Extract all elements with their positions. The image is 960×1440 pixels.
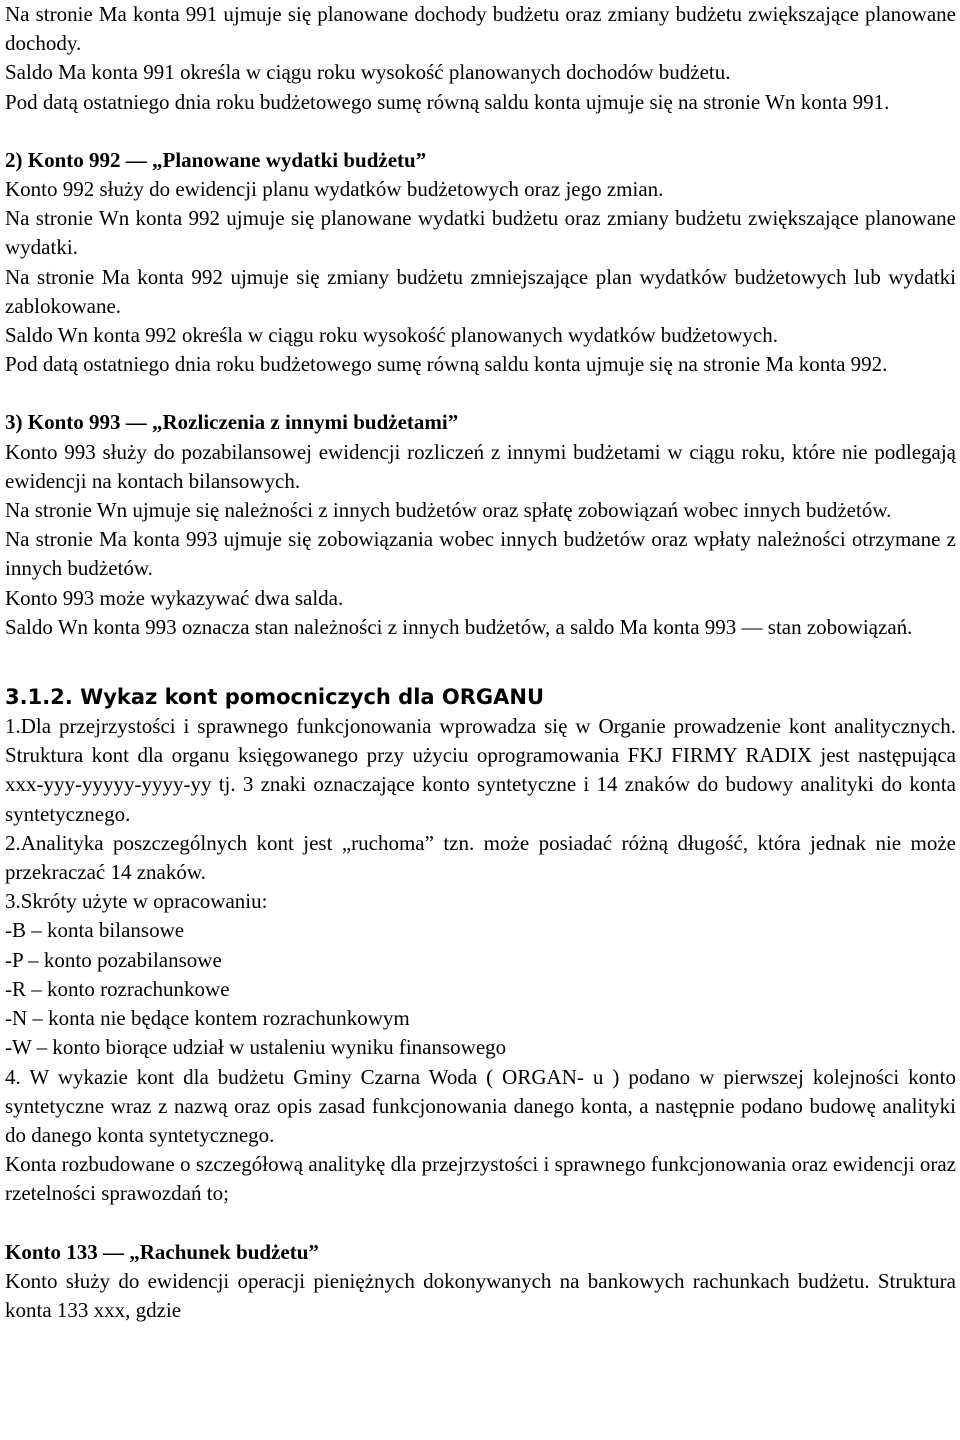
paragraph: Saldo Wn konta 992 określa w ciągu roku wysokość planowanych wydatków budżetowych. — [5, 323, 778, 348]
paragraph: Saldo Wn konta 993 oznacza stan należności z innych budżetów, a saldo Ma konta 993 — stan zobowiązań. — [5, 614, 913, 639]
paragraph: Na stronie Ma konta 993 ujmuje się zobowiązania wobec innych budżetów oraz wpłaty należności otrzymane z innych budżetów. — [5, 527, 956, 581]
paragraph: Pod datą ostatniego dnia roku budżetowego sumę równą saldu konta ujmuje się na stronie Ma konta 992. — [5, 352, 888, 377]
paragraph: 2.Analityka poszczególnych kont jest „ruchoma” tzn. może posiadać różną długość, która jednak nie może przekraczać 14 znaków. — [5, 830, 956, 885]
paragraph: Na stronie Wn ujmuje się należności z innych budżetów oraz spłatę zobowiązań wobec innych budżetów. — [5, 498, 892, 523]
abbreviation-item: -R – konto rozrachunkowe — [5, 976, 230, 1001]
paragraph: Konto 993 służy do pozabilansowej ewidencji rozliczeń z innymi budżetami w ciągu roku, które nie podlegają ewidencji na kontach bilansowych. — [5, 439, 956, 493]
paragraph: Konta rozbudowane o szczegółową analitykę dla przejrzystości i sprawnego funkcjonowania oraz ewidencji oraz rzetelności sprawozdań to; — [5, 1152, 956, 1206]
paragraph: 3.Skróty użyte w opracowaniu: — [5, 889, 268, 914]
paragraph: Pod datą ostatniego dnia roku budżetowego sumę równą saldu konta ujmuje się na stronie Wn konta 991. — [5, 89, 890, 114]
account-133-heading: Konto 133 — „Rachunek budżetu” — [5, 1239, 319, 1264]
paragraph: Na stronie Ma konta 992 ujmuje się zmiany budżetu zmniejszające plan wydatków budżetowych lub wydatki zablokowane. — [5, 264, 956, 318]
abbreviation-item: -N – konta nie będące kontem rozrachunkowym — [5, 1006, 410, 1031]
abbreviation-item: -P – konto pozabilansowe — [5, 947, 222, 972]
paragraph: 1.Dla przejrzystości i sprawnego funkcjonowania wprowadza się w Organie prowadzenie kont analitycznych. Struktura kont dla organu księgowanego przy użyciu oprogramowania FKJ FIRMY RADIX jest następująca xxx-yyy-yyyyy-yyyy-yy tj. 3 znaki oznaczające konto syntetyczne i 14 znaków do budowy analityki do konta syntetycznego. — [5, 714, 956, 826]
section-heading: 3.1.2. Wykaz kont pomocniczych dla ORGANU — [5, 685, 545, 710]
abbreviation-item: -B – konta bilansowe — [5, 918, 185, 943]
paragraph: Konto 992 służy do ewidencji planu wydatków budżetowych oraz jego zmian. — [5, 177, 664, 202]
abbreviation-item: -W – konto biorące udział w ustaleniu wyniku finansowego — [5, 1035, 507, 1060]
paragraph: Na stronie Ma konta 991 ujmuje się planowane dochody budżetu oraz zmiany budżetu zwiększające planowane dochody. — [5, 2, 956, 56]
paragraph: 4. W wykazie kont dla budżetu Gminy Czarna Woda ( ORGAN- u ) podano w pierwszej kolejności konto syntetyczne wraz z nazwą oraz opis zasad funkcjonowania danego konta, a następnie podano budowę analityki do danego konta syntetycznego. — [5, 1064, 956, 1147]
paragraph: Na stronie Wn konta 992 ujmuje się planowane wydatki budżetu oraz zmiany budżetu zwiększające planowane wydatki. — [5, 206, 956, 260]
account-993-heading: 3) Konto 993 — „Rozliczenia z innymi budżetami” — [5, 410, 459, 435]
paragraph: Konto służy do ewidencji operacji pieniężnych dokonywanych na bankowych rachunkach budżetu. Struktura konta 133 xxx, gdzie — [5, 1268, 956, 1322]
account-992-heading: 2) Konto 992 — „Planowane wydatki budżetu” — [5, 147, 427, 172]
paragraph: Saldo Ma konta 991 określa w ciągu roku wysokość planowanych dochodów budżetu. — [5, 60, 731, 85]
paragraph: Konto 993 może wykazywać dwa salda. — [5, 585, 344, 610]
